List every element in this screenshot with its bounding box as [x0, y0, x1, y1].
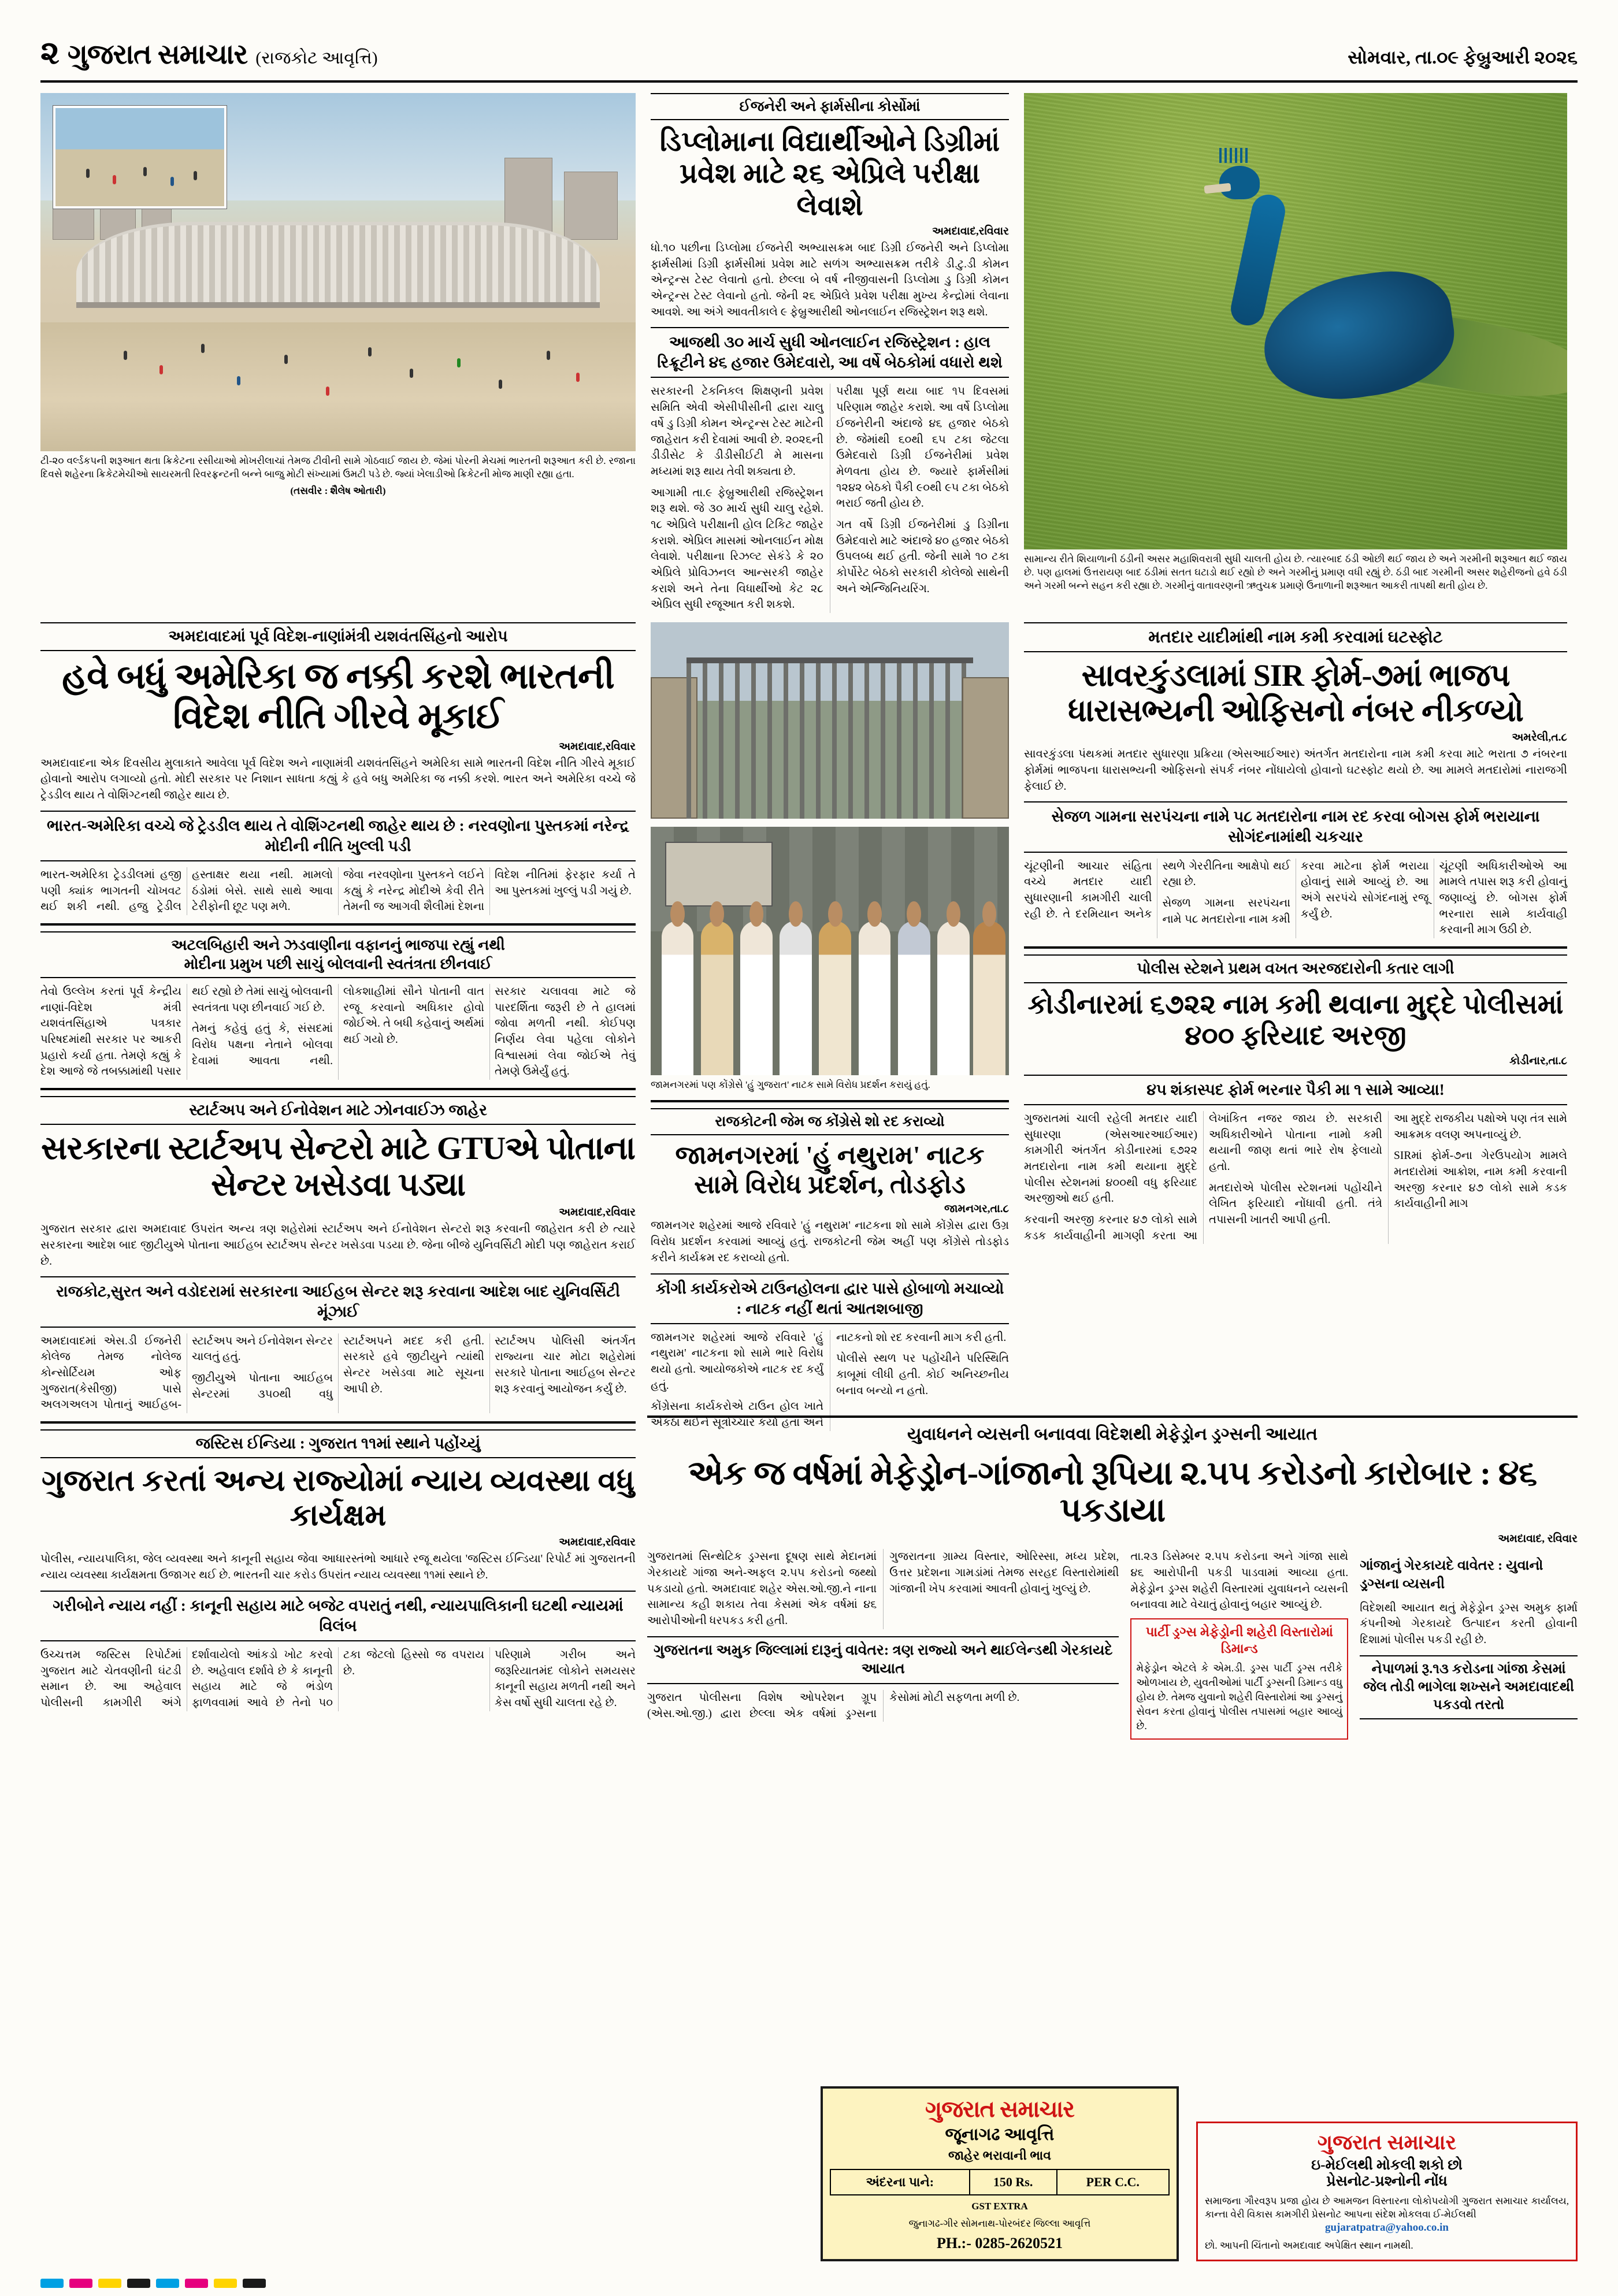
gtu-headline: સરકારના સ્ટાર્ટઅપ સેન્ટરો માટે GTUએ પોતાના સેન્ટર ખસેડવા પડ્યા [41, 1130, 635, 1203]
sirform-body-p4: SIRમાં ફોર્મ-૭ના ગેરઉપયોગ મામલે મતદારોમાં આક્રોશ, નામ કમી કરવાની અરજી કરનાર ૪૭ લોકો સામે કડક કાર્યવાહીની માગ [1394, 1150, 1567, 1210]
yashwant-body-p2: જેવા નરવણોના પુસ્તકને લઈને કહ્યું કે નરેન્દ્ર મોદીએ કેવી રીતે તેમની જ આગવી શૈલીમાં દેશના વિદેશ નીતિમાં ફેરફાર કર્યા તે આ પુસ્તકમાં ખુલ્લું પડી ગયું છે. [343, 868, 636, 913]
jamnagar-body-p2: કોંગ્રેસના કાર્યકરોએ ટાઉન હોલ ખાતે એકઠા થઈને સૂત્રોચ્ચાર કર્યા હતા અને નાટકનો શો રદ કરવાની માગ કરી હતી. [651, 1331, 1007, 1429]
beach-photo-caption: ટી-૨૦ વર્લ્ડકપની શરૂઆત થતા ક્રિકેટના રસીયાઓ મોખરીલાચાં તેમજ ટીવીની સામે ગોઠવાઈ જાય છે. જેમાં પોરની મેચમાં ભારતની શરૂઆત કરી છે. રજાના દિવસે શહેરના ક્રિકેટમેચીઓ સાયરમતી રિવરફ્રન્ટની બન્ને બાજુ મોટી સંખ્યામાં ઉમટી પડે છે. જ્યાં ખેલાડીઓ ક્રિકેટની મોજ માણી રહ્યા હતા. [40, 455, 636, 480]
junagadh-rate-table [830, 2169, 1170, 2195]
sirform-headline: સાવરકુંડલામાં SIR ફોર્મ-૭માં ભાજપ ધારાસભ્યની ઓફિસનો નંબર નીકળ્યો [1068, 658, 1523, 728]
jamnagar-body-p1: જામનગર શહેરમાં આજે રવિવારે 'હું નથુરામ' નાટકના શો સામે ભારે વિરોધ થયો હતો. આયોજકોએ નાટક રદ કર્યું હતું. [651, 1331, 823, 1392]
justice-dateline: અમદાવાદ,રવિવાર [559, 1536, 636, 1549]
engineering-body-p4: ગત વર્ષે ડિગ્રી ઈજનેરીમાં ડુ ડિગ્રીના ઉમેદવારો માટે અંદાજે ૪૦ હજાર બેઠકો ઉપલબ્ધ થઈ હતી. જેની સામે ૧૦ ટકા કોર્પોરેટ બેઠકો સરકારી કોલેજો સાથેની અને એન્જિનિયરિંગ. [836, 518, 1009, 595]
gtu-body-p2: જીટીયુએ પોતાના આઈહબ સેન્ટરમાં ૩૫૦થી વધુ સ્ટાર્ટઅપને મદદ કરી હતી. સરકારે હવે જીટીયુને ત્યાંથી સેન્ટર ખસેડવા માટે સૂચના આપી છે. [192, 1335, 484, 1400]
atal-kicker2: મોદીના પ્રમુખ પછી સાચું બોલવાની સ્વતંત્રતા છીનવાઈ [184, 955, 492, 972]
pressnote-email[interactable]: gujaratpatra@yahoo.co.in [1324, 2221, 1449, 2234]
yashwant-body-p1: ભારત-અમેરિકા ટ્રેડડીલમાં હજી પણી ક્યાંક ભાગતની ચોખવટ થઈ શકી નથી. હજુ ટ્રેડીલ હસ્તાક્ષર થયા નથી. મામલો ઠંડોમાં બેસે. સાથે સાથે આવા ટેરીફોની છૂટ પણ મળે. [40, 868, 333, 913]
color-registration-bar [40, 2279, 266, 2288]
beach-photo [40, 93, 636, 451]
police-body-p1: કરવાની અરજી કરનાર ૪૭ લોકો સામે કડક કાર્યવાહીની માગણી કરતા આ લેખાંકિત નજર જાય છે. સરકારી અધિકારીઓને પોતાના નામો કમી થયાની જાણ થતાં ભારે રોષ ફેલાયો હતો. [1024, 1112, 1382, 1242]
group-photo-caption: જામનગરમાં પણ કોંગ્રેસે 'હું ગુજરાત' નાટક સામે વિરોધ પ્રદર્શન કરાયું હતું. [651, 1079, 930, 1091]
engineering-body-p3: પરીક્ષા પૂર્ણ થયા બાદ ૧૫ દિવસમાં પરિણામ જાહેર કરાશે. આ વર્ષે ડિપ્લોમા ઈજનેરીની અંદાજે ૪૬ હજાર બેઠકો છે. જેમાંથી ૬૦થી ૬૫ ટકા જેટલા ઉમેદવારો ડિગ્રી ઈજનેરીમાં પ્રવેશ મેળવતા હોય છે. જ્યારે ફાર્મસીમાં ૧૨૪૨ બેઠકો પૈકી ૯૦થી ૯૫ ટકા બેઠકો ભરાઈ જતી હોય છે. [836, 385, 1009, 510]
sirform-lead: સાવરકુંડલા પંથકમાં મતદાર સુધારણા પ્રક્રિયા (એસઆઈઆર) અંતર્ગત મતદારોના નામ કમી કરવા માટે ભરાતા ૭ નંબરના ફોર્મમાં ભાજપના ધારાસભ્યની ઓફિસનો સંપર્ક નંબર નોંધાયેલો હોવાનો ઘટસ્ફોટ થયો છે. આ મામલે મતદારોમાં નારાજગી ફેલાઈ છે. [1024, 748, 1567, 793]
drugs-body-p2: ગુજરાત પોલીસના વિશેષ ઓપરેશન ગ્રૂપ (એસ.ઓ.જી.) દ્વારા છેલ્લા એક વર્ષમાં ડ્રગ્સના કેસોમાં મોટી સફળતા મળી છે. [647, 1691, 1020, 1720]
jamnagar-body-p3: પોલીસે સ્થળ પર પહોંચીને પરિસ્થિતિ કાબૂમાં લીધી હતી. કોઈ અનિચ્છનીય બનાવ બન્યો ન હતો. [836, 1353, 1009, 1397]
yashwant-lead: અમદાવાદના એક દિવસીય મુલાકાતે આવેલા પૂર્વ વિદેશ અને નાણામંત્રી યશવંતસિંહને અમેરિકા સામે ભારતની વિદેશ નીતિ ગીરવે મૂકાઈ હોવાનો આરોપ લગાવ્યો હતો. મોદી સરકાર પર નિશાન સાધતા કહ્યું કે હવે બધુ અમેરિકા જ નક્કી કરશે. ભારત અને અમેરિકા વચ્ચે જે ટ્રેડડીલ થાય તે વોશિંગ્ટનથી જાહેર થાય છે. [40, 757, 636, 802]
justice-body-p3: ઉચ્ચત્તમ જસ્ટિસ રિપોર્ટમાં ગુજરાત માટે ચેતવણીની ઘંટડી સમાન છે. આ અહેવાલ પોલીસની કામગીરી અંગે દર્શાવાયેલો આંકડો ખોટ કરવો છે. અહેવાલ દર્શાવે છે કે કાનૂની સહાય માટે જે ભંડોળ ફાળવવામાં આવે છે તેનો ૫૦ ટકા જેટલો હિસ્સો જ વપરાય છે. [40, 1648, 484, 1709]
masthead-edition: (રાજકોટ આવૃત્તિ) [255, 49, 378, 68]
politicians-group-photo [651, 827, 1009, 1075]
justice-body-p1: પોલીસ, ન્યાયપાલિકા, જેલ વ્યવસ્થા અને કાનૂની સહાય જેવા આધારસ્તંભો આધારે રજૂ થયેલા 'જસ્ટિસ ઈન્ડિયા' રિપોર્ટ માં ગુજરાતની ન્યાય વ્યવસ્થા કાર્યક્ષમતા ઉજાગર થઈ છે. ભારતની ચાર કરોડ ઉપરાંત ન્યાય વ્યવસ્થા ૧૧માં સ્થાને છે. [40, 1553, 636, 1582]
sirform-kicker: મતદાર યાદીમાંથી નામ કમી કરવામાં ઘટસ્ફોટ [1024, 622, 1567, 652]
justice-kicker: જસ્ટિસ ઈન્ડિયા : ગુજરાત ૧૧માં સ્થાને પહોંચ્યું [40, 1429, 636, 1458]
yashwant-subhead: ભારત-અમેરિકા વચ્ચે જે ટ્રેડડીલ થાય તે વોશિંગ્ટનથી જાહેર થાય છે : નરવણોના પુસ્તકમાં નરેન્દ્ર મોદીની નીતિ ખુલ્લી પડી [40, 811, 636, 861]
gtu-kicker: સ્ટાર્ટઅપ અને ઈનોવેશન માટે ઝોનવાઈઝ જાહેર [40, 1096, 636, 1125]
junagadh-address: જુનાગઢ-ગીર સોમનાથ-પોરબંદર જિલ્લા આવૃત્તિ [908, 2217, 1091, 2229]
gtu-body-p3: સ્ટાર્ટઅપ પોલિસી અંતર્ગત રાજ્યના ચાર મોટા શહેરોમાં સરકારે પોતાના આઈહબ સેન્ટર શરૂ કરવાનું આયોજન કર્યું છે. [495, 1335, 636, 1395]
peacock-photo [1024, 93, 1567, 549]
party-drugs-box [1130, 1618, 1348, 1739]
sirform-subhead: સેજળ ગામના સરપંચના નામે ૫૮ મતદારોના નામ રદ કરવા બોગસ ફોર્મ ભરાયાના સોગંદનામાંથી ચકચાર [1024, 801, 1567, 852]
gtu-body-p1: અમદાવાદમાં એસ.ડી ઈજનેરી કોલેજ તેમજ નોલેજ કોન્સોર્ટિયમ ઓફ ગુજરાત(કેસીજી) પાસે અલગઅલગ પોતાનું આઈહબ-સ્ટાર્ટઅપ અને ઈનોવેશન સેન્ટર ચાલતું હતું. [40, 1335, 333, 1411]
drugs-headline: એક જ વર્ષમાં મેફેડ્રોન-ગાંજાનો રૂપિયા ૨.૫૫ કરોડનો કારોબાર : ૪૬ પકડાયા [688, 1454, 1537, 1529]
junagadh-phone[interactable]: PH.:- 0285-2620521 [936, 2235, 1063, 2252]
drugs-kicker: યુવાધનને વ્યસની બનાવવા વિદેશથી મેફેડ્રોન ડ્રગ્સની આયાત [907, 1425, 1318, 1444]
sirform-body-p3: ચૂંટણી અધિકારીઓએ આ મામલે તપાસ શરૂ કરી હોવાનું જણાવ્યું છે. બોગસ ફોર્મ ભરનારા સામે કાર્યવાહી કરવાની માગ ઉઠી છે. [1439, 860, 1567, 937]
rate-label: અંદરના પાને: [830, 2169, 970, 2195]
police-headline: કોડીનારમાં ૬૭૨૨ નામ કમી થવાના મુદ્દે પોલીસમાં ૪૦૦ ફરિયાદ અરજી [1027, 989, 1564, 1051]
police-dateline: કોડીનાર,તા.૮ [1509, 1054, 1567, 1067]
jamnagar-kicker: રાજકોટની જેમ જ કોંગ્રેસે શો રદ કરાવ્યો [651, 1108, 1009, 1135]
engineering-kicker: ઈજનેરી અને ફાર્મસીના કોર્સોમાં [651, 93, 1009, 120]
gtu-dateline: અમદાવાદ,રવિવાર [559, 1206, 636, 1219]
beach-photo-inset [53, 106, 227, 209]
pressnote-brand: ગુજરાત સમાચાર [1317, 2130, 1457, 2154]
rate-unit: PER C.C. [1057, 2169, 1169, 2195]
sirform-body-p1: ચૂંટણીની આચાર સંહિતા વચ્ચે મતદાર યાદી સુધારણાની કામગીરી ચાલી રહી છે. તે દરમિયાન અનેક સ્થળે ગેરરીતિના આક્ષેપો થઈ રહ્યા છે. [1024, 860, 1290, 920]
gtu-subhead: રાજકોટ,સુરત અને વડોદરામાં સરકારના આઈહબ સેન્ટર શરૂ કરવાના આદેશ બાદ યુનિવર્સિટી મૂંઝાઈ [40, 1276, 636, 1327]
police-body-p3: આ મુદ્દે રાજકીય પક્ષોએ પણ તંત્ર સામે આક્રમક વલણ અપનાવ્યું છે. [1394, 1112, 1567, 1141]
pressnote-body: સમાજના ગૌરવરૂપ પ્રજા હોય છે આમજન વિસ્તારના લોકોપયોગી ગુજરાત સમાચાર કાર્યાલય, કાન્તા વેરી વિકાસ કામગીરી પ્રેસનોટ આપના સંદેશ મોકલવા ઈ-મેઈલથી [1205, 2195, 1569, 2220]
police-body-p2: મતદારોએ પોલીસ સ્ટેશનમાં પહોંચીને લેખિત ફરિયાદો નોંધાવી હતી. તંત્રે તપાસની ખાતરી આપી હતી. [1209, 1182, 1382, 1226]
police-subhead: ૪૫ શંકાસ્પદ ફોર્મ ભરનાર પૈકી મા ૧ સામે આવ્યા! [1024, 1075, 1567, 1105]
drugs-body-p3: તા.૨૩ ડિસેમ્બર ૨.૫૫ કરોડના અને ગાંજા સાથે ૪૬ આરોપીની પકડી પાડવામાં આવ્યા હતા. મેફેડ્રોન ડ્રગ્સ શહેરી વિસ્તારમાં યુવાધનને વ્યસની બનાવવા માટે વેચાતું હોવાનું બહાર આવ્યું છે. [1130, 1551, 1349, 1611]
junagadh-ad-brand: ગુજરાત સમાચાર [925, 2096, 1074, 2122]
engineering-lead: ધો.૧૦ પછીના ડિપ્લોમા ઈજનેરી અભ્યાસક્રમ બાદ ડિગ્રી ઈજનેરી અને ડિપ્લોમા ફાર્મસીમાં ડિગ્રી ફાર્મસીમાં પ્રવેશ માટે સળંગ અભ્યાસક્રમ તરીકે ડી.ટુ.ડી કોમન એન્ટ્રન્સ ટેસ્ટ લેવાતો હતો. છેલ્લા બે વર્ષ નીજીવાસની ડિપ્લોમા ડુ ડિગ્રી કોમન એન્ટ્રન્સ ટેસ્ટ લેવાનો હતો. જેની ૨૬ એપ્રિલે પ્રવેશ પરીક્ષા મુખ્ય કેન્દ્રોમાં લેવાના આવશે. આ અંગે આવતીકાલે ૯ ફેબ્રુઆરીથી ઓનલાઈન રજિસ્ટ્રેશન શરૂ થશે. [651, 242, 1009, 318]
page-number: ૨ [40, 35, 60, 71]
drugs-sub3: નેપાળમાં રૂ.૧૩ કરોડના ગાંજા કેસમાં જેલ તોડી ભાગેલા શખ્સને અમદાવાદથી પકડવો તરતો [1360, 1655, 1578, 1720]
drugs-sub1: ગુજરાતના અમુક જિલ્લામાં દારૂનું વાવેતર: ત્રણ રાજ્યો અને થાઈલેન્ડથી ગેરકાયદે આયાત [647, 1636, 1119, 1684]
yashwant-headline: હવે બધું અમેરિકા જ નક્કી કરશે ભારતની વિદેશ નીતિ ગીરવે મૂકાઈ [62, 656, 614, 737]
pressnote-line2: પ્રેસનોટ-પ્રશ્નોની નોંધ [1326, 2173, 1448, 2189]
junagadh-ad-title: જૂનાગઢ આવૃત્તિ [945, 2124, 1055, 2144]
justice-subhead: ગરીબોને ન્યાય નહીં : કાનૂની સહાય માટે બજેટ વપરાતું નથી, ન્યાયપાલિકાની ઘટથી ન્યાયમાં વિલંબ [40, 1591, 636, 1641]
justice-headline: ગુજરાત કરતાં અન્ય રાજ્યોમાં ન્યાય વ્યવસ્થા વધુ કાર્યક્ષમ [41, 1464, 635, 1532]
police-lead: ગુજરાતમાં ચાલી રહેલી મતદાર યાદી સુધારણા (એસઆરઆઈઆર) કામગીરી અંતર્ગત કોડીનારમાં ૬૭૨૨ મતદારોના નામ કમી થયાના મુદ્દે પોલીસ સ્ટેશનમાં ૪૦૦થી વધુ ફરિયાદ અરજીઓ થઈ હતી. [1024, 1112, 1197, 1205]
jamnagar-subhead: કોંગી કાર્યકરોએ ટાઉનહોલના દ્વાર પાસે હોબાળો મચાવ્યો : નાટક નહીં થતાં આતશબાજી [651, 1273, 1009, 1324]
sirform-dateline: અમરેલી,ત.૮ [1512, 731, 1567, 744]
drugs-dateline: અમદાવાદ, રવિવાર [1498, 1533, 1578, 1545]
atal-body-p3: સરકાર ચલાવવા માટે જે પારદર્શિતા જરૂરી છે તે હાલમાં જોવા મળતી નથી. કોઈપણ નિર્ણય લેવા પહેલા લોકોને વિશ્વાસમાં લેવા જોઈએ તેવું તેમણે ઉમેર્યું હતું. [495, 986, 636, 1078]
party-drugs-body: મેફેડ્રોન એટલે કે એમ.ડી. ડ્રગ્સ પાર્ટી ડ્રગ્સ તરીકે ઓળખાય છે, યુવતીઓમાં પાર્ટી ડ્રગ્સની ડિમાન્ડ વધુ હોય છે. તેમજ યુવાનો શહેરી વિસ્તારોમાં આ ડ્રગ્સનું સેવન કરતા હોવાનું પોલીસ તપાસમાં બહાર આવ્યું છે. [1136, 1662, 1343, 1732]
atal-kicker: અટલબિહારી અને ઝડવાણીના વફાનનું ભાજપા રહ્યું નથી [171, 937, 505, 953]
masthead-date: સોમવાર, તા.૦૯ ફેબ્રુઆરી ૨૦૨૬ [1348, 47, 1578, 68]
college-gate-photo [651, 622, 1009, 819]
junagadh-gst: GST EXTRA [971, 2200, 1028, 2212]
drugs-body-p1: ગુજરાતના ગ્રામ્ય વિસ્તાર, ઓરિસ્સા, મધ્ય પ્રદેશ, ઉત્તર પ્રદેશના ગામડાંમાં તેમજ સરહદ વિસ્તારોમાંથી ગાંજાની ખેપ કરવામાં આવતી હોવાનું ખુલ્યું છે. [889, 1551, 1119, 1595]
engineering-subhead: આજથી ૩૦ માર્ચ સુધી ઓનલાઈન રજિસ્ટ્રેશન : હાલ રિક્રૂટીને ૪૬ હજાર ઉમેદવારો, આ વર્ષે બેઠકોમાં વધારો થશે [651, 327, 1009, 378]
yashwant-kicker: અમદાવાદમાં પૂર્વ વિદેશ-નાણાંમંત્રી યશવંતસિંહનો આરોપ [40, 622, 636, 651]
engineering-body-p1: સરકારની ટેકનિકલ શિક્ષણની પ્રવેશ સમિતિ એવી એસીપીસીની દ્વારા ચાલુ વર્ષે ડુ ડિગ્રી કોમન એન્ટ્રન્સ ટેસ્ટ માટેની જાહેરાત કરી દેવામાં આવી છે. ૨૦૨૬ની ડીડીસેટ કે ડીડીસીઈટી મે માસના મધ્યમાં શરૂ થાય તેવી શક્યતા છે. [651, 385, 823, 478]
engineering-dateline: અમદાવાદ,રવિવાર [932, 225, 1009, 237]
peacock-photo-caption: સામાન્ય રીતે શિયાળાની ઠંડીની અસર મહાશિવરાત્રી સુધી ચાલતી હોય છે. ત્યારબાદ ઠંડી ઓછી થઈ જાય છે અને ગરમીની શરૂઆત થઈ જાય છે. પણ હાલમાં ઉત્તરાયણ બાદ ઠંડીમાં સતત ઘટાડો થઈ રહ્યો છે અને ગરમીનું પ્રમાણ વધી રહ્યું છે. ઠંડી બાદ ગરમીની અસર શહેરીજનો હવે ઠંડી અને ગરમી બન્ને સહન કરી રહ્યા છે. ગરમીનું વાતાવરણની ઋતુચક્ર પ્રમાણે ઉનાળાની શરૂઆત આકરી તાપથી થતી હોય છે. [1024, 553, 1567, 591]
beach-photo-credit: (તસવીર : શૈલેષ ઓતારી) [290, 485, 386, 496]
drugs-body-p4: વિદેશથી આયાત થતું મેફેડ્રોન ડ્રગ્સ અમુક ફાર્મા કંપનીઓ ગેરકાયદે ઉત્પાદન કરતી હોવાની દિશામાં પોલીસ પકડી રહી છે. [1360, 1602, 1578, 1647]
pressnote-ad [1196, 2122, 1578, 2261]
gtu-lead: ગુજરાત સરકાર દ્વારા અમદાવાદ ઉપરાંત અન્ય ત્રણ શહેરોમાં સ્ટાર્ટઅપ અને ઈનોવેશન સેન્ટરો શરૂ કરવાની જાહેરાત કરી છે ત્યારે સરકારના આદેશ બાદ જીટીયુએ પોતાના આઈહબ સ્ટાર્ટઅપ સેન્ટર ખસેડવા પડયા છે. જેના બીજે યુનિવર્સિટી મોદી પણ જાહેરાત કરાઈ છે. [40, 1223, 636, 1268]
justice-body-p4: પરિણામે ગરીબ અને જરૂરિયાતમંદ લોકોને સમયસર કાનૂની સહાય મળતી નથી અને કેસ વર્ષો સુધી ચાલતા રહે છે. [495, 1648, 636, 1709]
jamnagar-dateline: જામનગર,તા.૮ [944, 1203, 1009, 1216]
jamnagar-lead: જામનગર શહેરમાં આજે રવિવારે 'હું નથુરામ' નાટકના શો સામે કોંગ્રેસ દ્વારા ઉગ્ર વિરોધ પ્રદર્શન કરવામાં આવ્યું હતું. રાજકોટની જેમ અહીં પણ કોંગ્રેસે તોડફોડ કરીને કાર્યક્રમ રદ કરાવ્યો હતો. [651, 1220, 1009, 1264]
drugs-sub2: ગાંજાનું ગેરકાયદે વાવેતર : યુવાનો ડ્રગ્સના વ્યસની [1360, 1558, 1543, 1592]
jamnagar-headline: જામનગરમાં 'હું નથુરામ' નાટક સામે વિરોધ પ્રદર્શન, તોડફોડ [675, 1141, 985, 1199]
atal-body-p1: તેવો ઉલ્લેખ કરતાં પૂર્વ કેન્દ્રીય નાણાં-વિદેશ મંત્રી યશવંતસિંહાએ પત્રકાર પરિષદમાંથી સરકાર પર આકરી પ્રહારો કર્યા હતા. તેમણે કહ્યું કે દેશ આજે જે તબક્કામાંથી પસાર થઈ રહ્યો છે તેમાં સાચું બોલવાની સ્વતંત્રતા પણ છીનવાઈ ગઈ છે. [40, 986, 333, 1078]
engineering-headline: ડિપ્લોમાના વિદ્યાર્થીઓને ડિગ્રીમાં પ્રવેશ માટે ૨૬ એપ્રિલે પરીક્ષા લેવાશે [659, 127, 1000, 221]
engineering-body-p2: આગામી તા.૯ ફેબ્રુઆરીથી રજિસ્ટ્રેશન શરૂ થશે. જે ૩૦ માર્ચ સુધી ચાલુ રહેશે. ૧૮ એપ્રિલે પરીક્ષાની હોલ ટિકિટ જાહેર કરાશે. એપ્રિલ માસમાં ઓનલાઈન મોક્ષ લેવાશે. પરીક્ષાના રિઝલ્ટ સેકંડે કે ૨૦ એપ્રિલે પ્રોવિઝનલ આન્સરકી જાહેર કરાશે અને તેના વિધાર્થીઓ કેટ ૨૮ એપ્રિલ સુધી રજૂઆત કરી શકશે. [651, 486, 823, 611]
rate-value: 150 Rs. [970, 2169, 1057, 2195]
pressnote-line1: ઇ-મેઈલથી મોકલી શકો છો [1311, 2157, 1463, 2173]
party-drugs-head: પાર્ટી ડ્રગ્સ મેફેડ્રોની શહેરી વિસ્તારોમાં ડિમાન્ડ [1145, 1625, 1334, 1656]
sirform-body-p2: સેજળ ગામના સરપંચના નામે ૫૮ મતદારોના નામ કમી કરવા માટેના ફોર્મ ભરાયા હોવાનું સામે આવ્યું છે. આ અંગે સરપંચે સોગંદનામું રજૂ કર્યું છે. [1162, 860, 1429, 926]
pressnote-foot: છો. આપની ચિંતાનો અમદાવાદ અપેક્ષિત સ્થાન નામથી. [1205, 2240, 1413, 2252]
junagadh-ad-sub: જાહેર ભરાવાની ભાવ [948, 2148, 1052, 2163]
police-kicker: પોલીસ સ્ટેશને પ્રથમ વખત અરજદારોની કતાર લાગી [1024, 954, 1567, 983]
masthead [40, 35, 1578, 83]
masthead-title: ગુજરાત સમાચાર [67, 39, 248, 70]
yashwant-dateline: અમદાવાદ,રવિવાર [559, 740, 636, 753]
junagadh-ad [821, 2086, 1179, 2261]
atal-body-p2: તેમનું કહેવું હતું કે, સંસદમાં વિરોધ પક્ષના નેતાને બોલવા દેવામાં આવતા નથી. લોકશાહીમાં સૌને પોતાની વાત રજૂ કરવાનો અધિકાર હોવો જોઈએ. તે બધી કહેવાનું અર્થમાં થઈ ગયો છે. [192, 986, 484, 1067]
drugs-lead: ગુજરાતમાં સિન્થેટિક ડ્રગ્સના દૂષણ સાથે મેદાનમાં ગેરકાયદે ગાંજા અને-અફલ ૨.૫૫ કરોડનો જથ્થો પકડાયો હતો. અમદાવાદ શહેર એસ.ઓ.જી.ને નાના સામાન્ય કહી શકાય તેવા કેસમાં એક વર્ષમાં ૪૬ આરોપીઓની ધરપકડ કરી હતી. [647, 1551, 877, 1628]
